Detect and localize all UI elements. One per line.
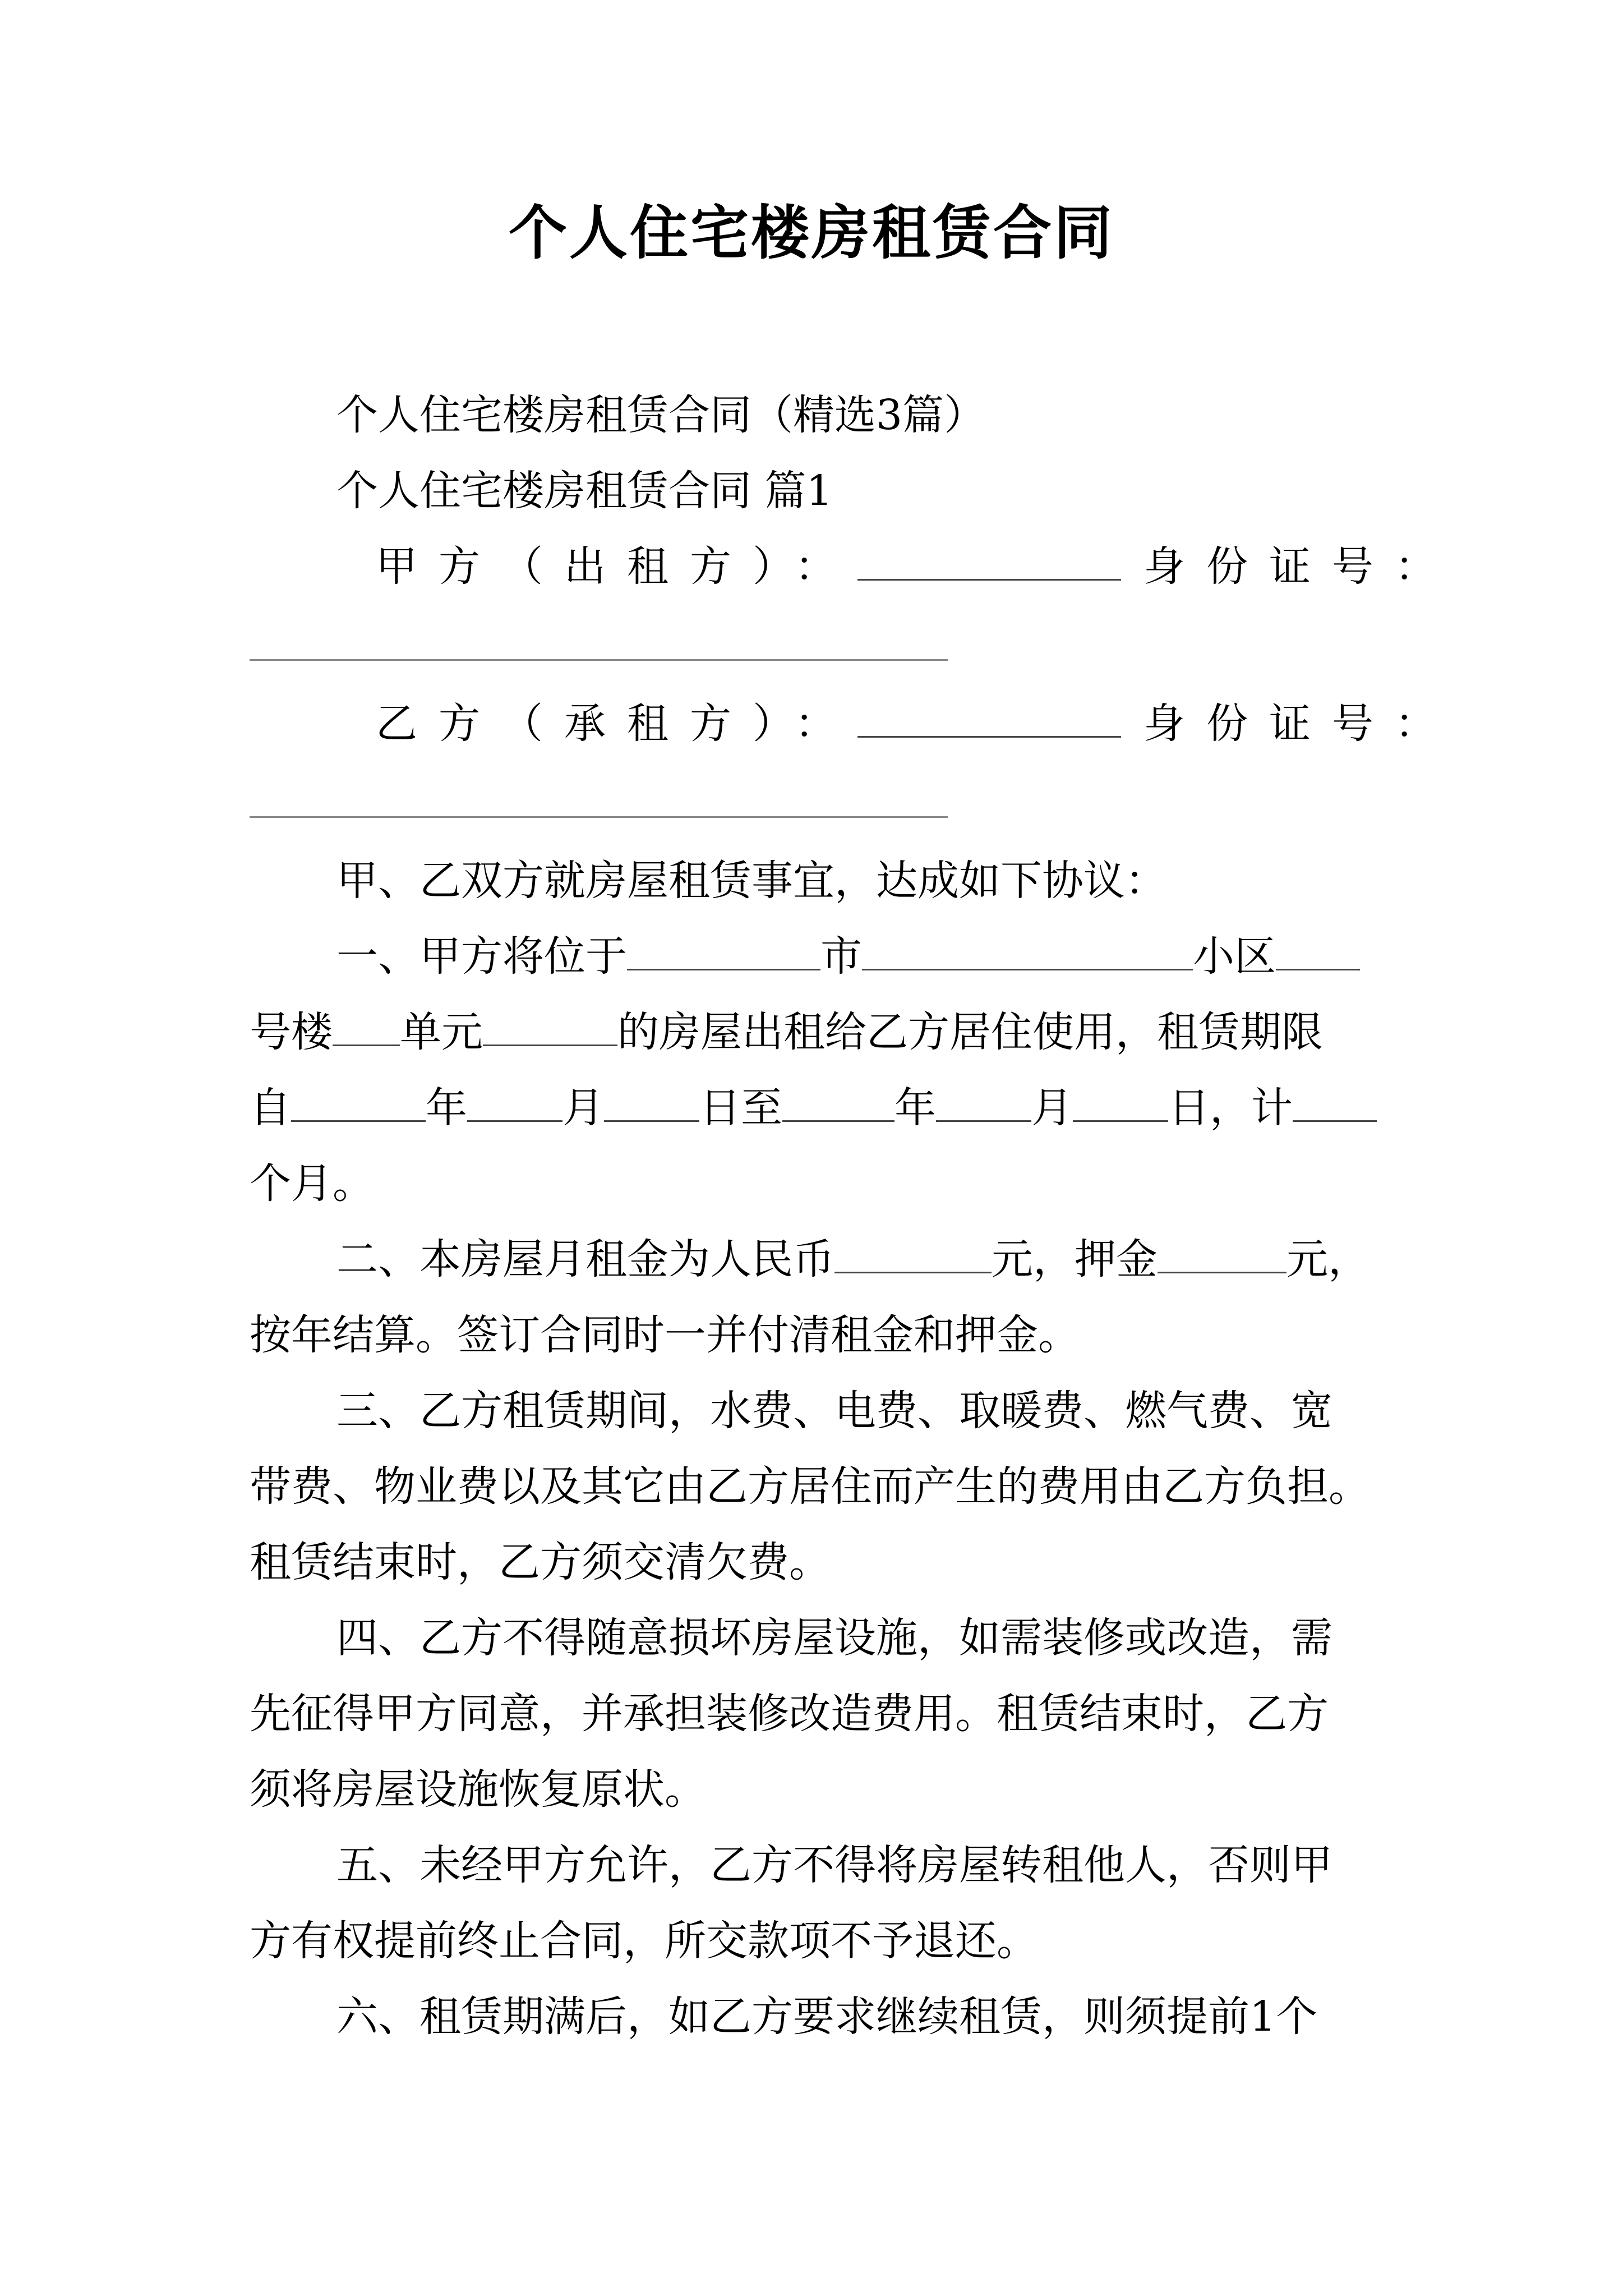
clause1-line2 bbox=[250, 1004, 1382, 1060]
clause4-line2: 先征得甲方同意，并承担装修改造费用。租赁结束时，乙方 bbox=[250, 1690, 1329, 1738]
clause1-text: 自 bbox=[250, 1084, 291, 1132]
clause1-text: 日，计 bbox=[1168, 1084, 1293, 1132]
deposit-blank bbox=[1158, 1232, 1287, 1273]
clause1-text: 月 bbox=[1031, 1084, 1073, 1132]
clause3-line2: 带费、物业费以及其它由乙方居住而产生的费用由乙方负担。 bbox=[250, 1462, 1370, 1511]
clause2-text: 元，押金 bbox=[992, 1235, 1158, 1283]
intro-paragraph: 甲、乙双方就房屋租赁事宜，达成如下协议： bbox=[336, 857, 1166, 905]
street-blank bbox=[862, 930, 1193, 970]
end-day-blank bbox=[1073, 1081, 1168, 1122]
clause1-text: 月 bbox=[562, 1084, 604, 1132]
document-title: 个人住宅楼房租赁合同 bbox=[508, 198, 1114, 267]
party-a-id-label: 身份证号： bbox=[1144, 542, 1458, 591]
party-b-id-blank bbox=[250, 816, 948, 818]
clause1-line1 bbox=[336, 928, 1382, 984]
clause1-text: 年 bbox=[895, 1084, 936, 1132]
end-month-blank bbox=[936, 1081, 1031, 1122]
section-heading: 个人住宅楼房租赁合同 篇1 bbox=[336, 467, 833, 515]
party-b-line bbox=[376, 696, 1458, 752]
clause5-line1: 五、未经甲方允许，乙方不得将房屋转租他人，否则甲 bbox=[336, 1841, 1332, 1889]
party-a-id-blank bbox=[250, 659, 948, 661]
unit-blank bbox=[333, 1005, 400, 1046]
clause5-line2: 方有权提前终止合同，所交款项不予退还。 bbox=[250, 1917, 1038, 1965]
clause2-line1 bbox=[336, 1231, 1382, 1287]
city-blank bbox=[627, 930, 820, 970]
start-month-blank bbox=[467, 1081, 562, 1122]
party-a-name-blank bbox=[857, 540, 1121, 581]
party-b-name-blank bbox=[857, 697, 1121, 738]
months-blank bbox=[1293, 1081, 1377, 1122]
rent-blank bbox=[834, 1232, 992, 1273]
clause1-text: 一、甲方将位于 bbox=[336, 932, 627, 981]
clause1-text: 市 bbox=[820, 932, 862, 981]
clause4-line3: 须将房屋设施恢复原状。 bbox=[250, 1765, 706, 1814]
party-a-line bbox=[376, 539, 1458, 595]
clause1-text: 日至 bbox=[699, 1084, 782, 1132]
clause1-text: 年 bbox=[426, 1084, 467, 1132]
party-a-label: 甲方（出租方）： bbox=[376, 542, 857, 591]
clause1-text: 小区 bbox=[1193, 932, 1276, 981]
start-day-blank bbox=[604, 1081, 699, 1122]
clause1-line3 bbox=[250, 1080, 1382, 1136]
party-b-label: 乙方（承租方）： bbox=[376, 700, 857, 748]
party-b-id-label: 身份证号： bbox=[1144, 700, 1458, 748]
end-year-blank bbox=[782, 1081, 895, 1122]
clause1-text: 的房屋出租给乙方居住使用，租赁期限 bbox=[617, 1008, 1323, 1056]
clause1-text: 号楼 bbox=[250, 1008, 333, 1056]
clause2-text: 元， bbox=[1287, 1235, 1370, 1283]
clause1-text: 单元 bbox=[400, 1008, 483, 1056]
clause6-line1: 六、租赁期满后，如乙方要求继续租赁，则须提前1个 bbox=[336, 1993, 1318, 2041]
clause3-line3: 租赁结束时，乙方须交清欠费。 bbox=[250, 1538, 831, 1586]
start-year-blank bbox=[291, 1081, 426, 1122]
clause3-line1: 三、乙方租赁期间，水费、电费、取暖费、燃气费、宽 bbox=[336, 1387, 1332, 1435]
clause4-line1: 四、乙方不得随意损坏房屋设施，如需装修或改造，需 bbox=[336, 1614, 1332, 1662]
document-subtitle: 个人住宅楼房租赁合同（精选3篇） bbox=[336, 391, 986, 439]
clause2-text: 二、本房屋月租金为人民币 bbox=[336, 1235, 834, 1283]
room-blank bbox=[483, 1005, 617, 1046]
clause2-line2: 按年结算。签订合同时一并付清租金和押金。 bbox=[250, 1311, 1080, 1359]
building-blank bbox=[1276, 930, 1360, 970]
clause1-line4: 个月。 bbox=[250, 1159, 374, 1208]
